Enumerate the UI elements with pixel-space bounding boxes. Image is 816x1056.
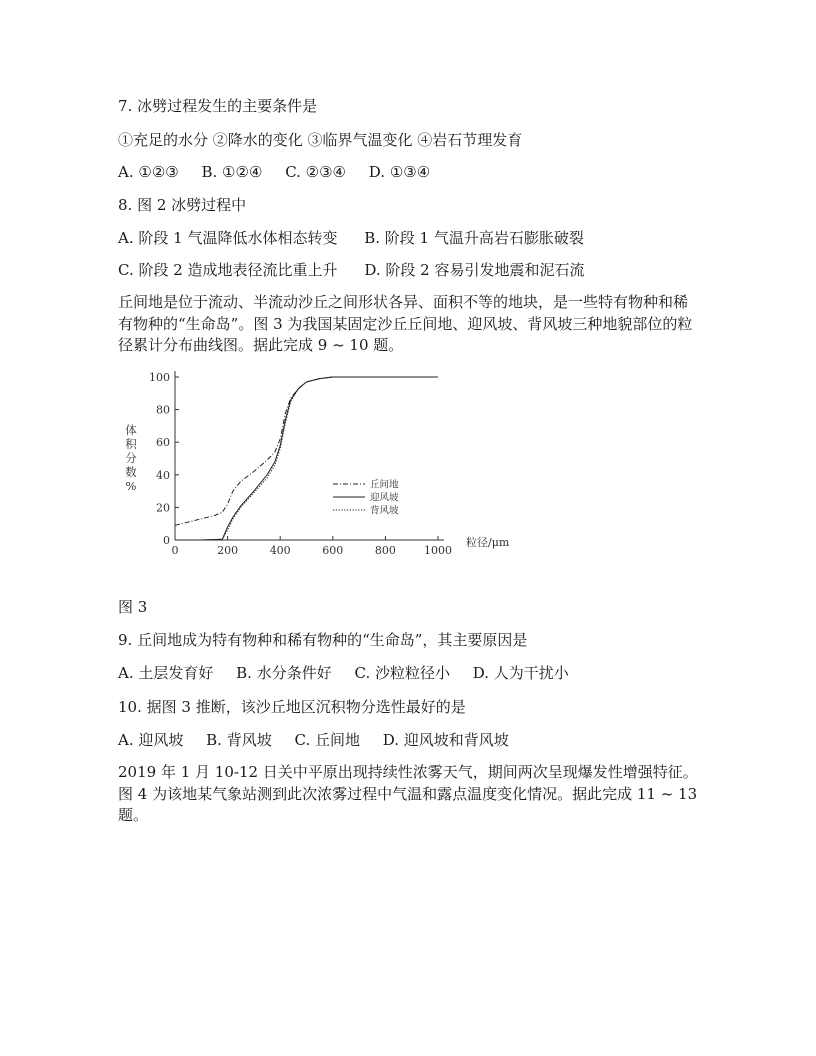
- x-tick-label: 200: [217, 544, 239, 557]
- y-tick-label: 60: [156, 436, 170, 450]
- y-tick-label: 40: [156, 468, 170, 482]
- x-tick-label: 400: [269, 544, 291, 557]
- intro-11-13: 2019 年 1 月 10-12 日关中平原出现持续性浓雾天气，期间两次呈现爆发性增强特征。图 4 为该地某气象站测到此次浓雾过程中气温和露点温度变化情况。据此完成 11 ~ 13 题。: [118, 763, 698, 824]
- y-tick-label: 20: [156, 501, 170, 515]
- q8-option-a: A. 阶段 1 气温降低水体相态转变: [118, 229, 338, 247]
- q8-option-d: D. 阶段 2 容易引发地震和泥石流: [364, 261, 585, 279]
- q7-conditions: ①充足的水分 ②降水的变化 ③临界气温变化 ④岩石节理发育: [118, 131, 523, 149]
- y-axis-label-char: 积: [125, 437, 137, 451]
- q10-option-b: B. 背风坡: [206, 731, 272, 749]
- x-tick-label: 0: [171, 544, 179, 557]
- x-tick-label: 1000: [424, 544, 452, 557]
- x-tick-label: 600: [322, 544, 344, 557]
- q10-option-c: C. 丘间地: [294, 731, 360, 749]
- q9-option-c: C. 沙粒粒径小: [354, 664, 450, 682]
- q7-option-d: D. ①③④: [368, 163, 431, 181]
- q7-option-b: B. ①②④: [201, 163, 263, 181]
- y-tick-label: 80: [156, 403, 170, 417]
- q9-options: [118, 663, 587, 683]
- q8-stem: 8. 图 2 冰劈过程中: [118, 196, 247, 214]
- q9-option-a: A. 土层发育好: [118, 664, 214, 682]
- q8-option-c: C. 阶段 2 造成地表径流比重上升: [118, 261, 338, 279]
- q9-option-b: B. 水分条件好: [236, 664, 332, 682]
- q8-option-b: B. 阶段 1 气温升高岩石膨胀破裂: [364, 229, 584, 247]
- q10-stem: 10. 据图 3 推断，该沙丘地区沉积物分选性最好的是: [118, 698, 466, 716]
- legend-label: 迎风坡: [370, 492, 399, 504]
- grain-size-chart: [118, 362, 538, 562]
- figure-3: [118, 362, 538, 566]
- legend-label: 背风坡: [370, 505, 399, 517]
- q8-options-row2: [118, 260, 602, 280]
- intro-9-10: 丘间地是位于流动、半流动沙丘之间形状各异、面积不等的地块，是一些特有物种和稀有物种的“生命岛”。图 3 为我国某固定沙丘丘间地、迎风坡、背风坡三种地貌部位的粒径累计分布曲线图。据此完成 9 ~ 10 题。: [118, 293, 693, 354]
- legend-label: 丘间地: [370, 479, 399, 491]
- series-line-1: [175, 377, 438, 525]
- q10-option-a: A. 迎风坡: [118, 731, 184, 749]
- x-tick-label: 800: [374, 544, 396, 557]
- q10-options: [118, 730, 527, 750]
- q7-options: [118, 162, 448, 182]
- y-tick-label: 0: [163, 534, 170, 547]
- q7-stem: 7. 冰劈过程发生的主要条件是: [118, 97, 318, 115]
- y-axis-label-char: 体: [125, 423, 137, 437]
- y-axis-label-char: %: [125, 479, 137, 493]
- y-tick-label: 100: [149, 371, 170, 384]
- q8-options-row1: [118, 228, 602, 248]
- y-axis-label-char: 分: [125, 451, 137, 465]
- x-axis-label: 粒径/μm: [466, 536, 510, 549]
- q7-option-a: A. ①②③: [118, 163, 179, 181]
- q7-option-c: C. ②③④: [285, 163, 347, 181]
- figure-caption: 图 3: [118, 598, 148, 616]
- y-axis-label-char: 数: [125, 465, 137, 479]
- q10-option-d: D. 迎风坡和背风坡: [382, 731, 509, 749]
- q9-stem: 9. 丘间地成为特有物种和稀有物种的“生命岛”，其主要原因是: [118, 631, 528, 649]
- q9-option-d: D. 人为干扰小: [472, 664, 569, 682]
